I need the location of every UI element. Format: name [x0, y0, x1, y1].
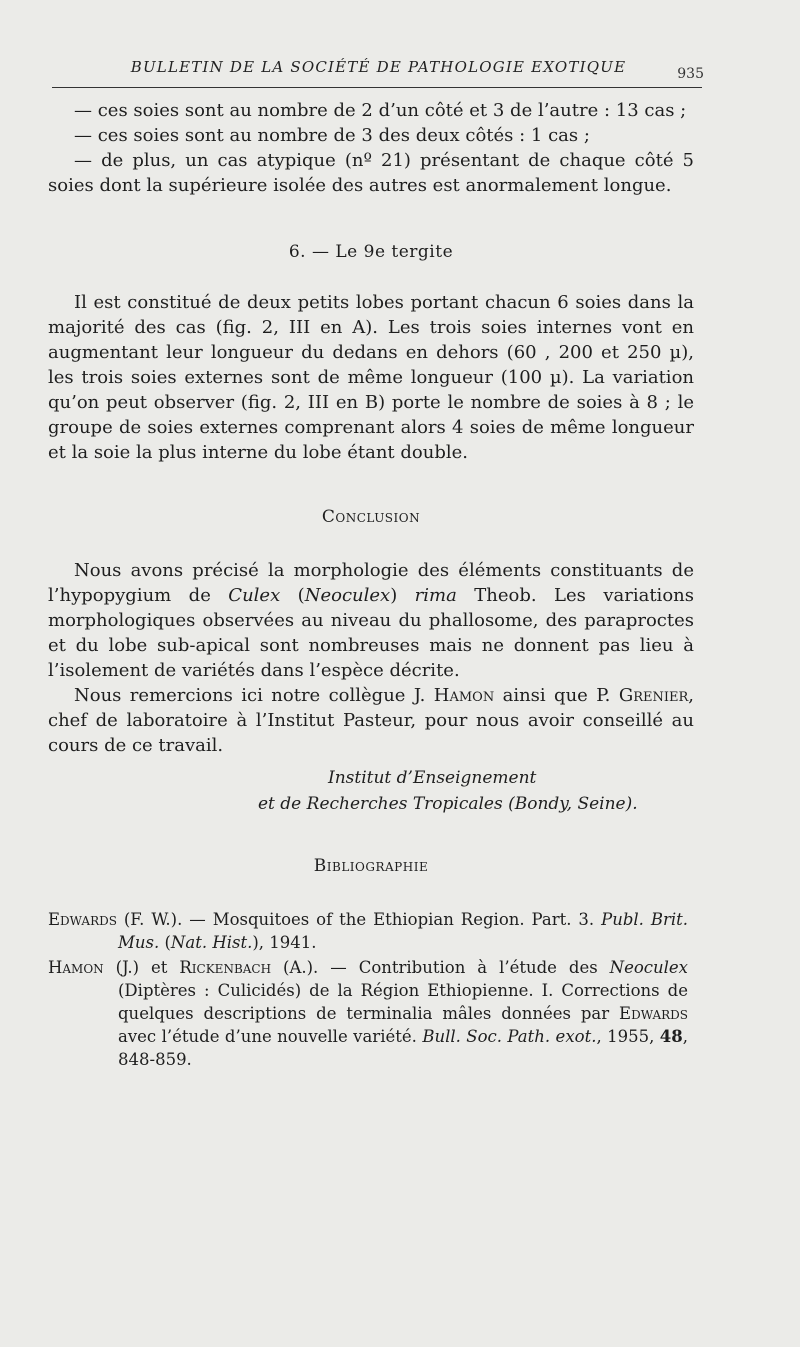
author-edwards: Edwards	[48, 910, 117, 929]
journal-series: Nat. Hist.	[170, 933, 253, 952]
text-run: avec l’étude d’une nouvelle variété.	[118, 1027, 423, 1046]
author-edwards: Edwards	[619, 1004, 688, 1023]
conclusion-body	[48, 558, 694, 758]
section-heading-text: 6. — Le 9e tergite	[288, 242, 454, 262]
paragraph	[48, 558, 694, 683]
bibliography-list	[48, 908, 688, 1073]
text-run: )	[390, 585, 415, 606]
paragraph	[48, 683, 694, 758]
text-run: (F. W.). — Mosquitoes of the Ethiopian Region. Part. 3.	[116, 910, 602, 929]
journal-title: Publ. Brit. Mus.	[118, 910, 688, 952]
conclusion-heading: Conclusion	[321, 507, 421, 527]
journal-title: Bull. Soc. Path. exot.	[422, 1027, 597, 1046]
header-rule	[52, 87, 702, 88]
text-run: , chef de laboratoire à l’Institut Pasteur, pour nous avoir conseillé au cours de ce travail.	[48, 685, 694, 756]
text-run: , 1955,	[596, 1027, 660, 1046]
page-number: 935	[677, 66, 704, 82]
text-run: (	[280, 585, 305, 606]
list-item: — de plus, un cas atypique (nº 21) présentant de chaque côté 5 soies dont la supérieure isolée des autres est anormalement longue.	[48, 150, 694, 196]
taxon-culex: Culex	[228, 585, 281, 606]
taxon-neoculex: Neoculex	[609, 958, 688, 977]
text-run: (Diptères : Culicidés) de la Région Ethiopienne. I. Corrections de quelques descriptions de terminalia mâles données par	[118, 981, 688, 1023]
section-heading-9th-tergite	[48, 242, 694, 262]
bibliography-heading: Bibliographie	[313, 856, 429, 876]
taxon-neoculex: Neoculex	[304, 585, 391, 606]
list-item: — ces soies sont au nombre de 3 des deux côtés : 1 cas ;	[74, 125, 590, 146]
author-rickenbach: Rickenbach	[179, 958, 272, 977]
text-run: ainsi que P.	[494, 685, 619, 706]
text-run: (A.). — Contribution à l’étude des	[271, 958, 610, 977]
bibliography-entry	[48, 956, 688, 1071]
author-hamon: Hamon	[48, 958, 104, 977]
top-list	[48, 98, 694, 198]
running-header: BULLETIN DE LA SOCIÉTÉ DE PATHOLOGIE EXOTIQUE	[130, 58, 627, 76]
text-run: (J.) et	[103, 958, 180, 977]
text-run: , 848-859.	[118, 1027, 689, 1069]
institution-line-2: et de Recherches Tropicales (Bondy, Seine).	[258, 794, 638, 814]
author-hamon: Hamon	[433, 685, 495, 706]
text-run: Nous avons précisé la morphologie des éléments constituants de l’hypopygium de	[48, 560, 694, 606]
text-run: ), 1941.	[252, 933, 317, 952]
paragraph: Il est constitué de deux petits lobes portant chacun 6 soies dans la majorité des cas (fig. 2, III en A). Les trois soies internes vont en augmentant leur longueur du dedans en dehors (60 , 200 et 250 µ), les trois soies externes sont de même longueur (100 µ). La variation qu’on peut observer (fig. 2, III en B) porte le nombre de soies à 8 ; le groupe de soies externes comprenant alors 4 soies de même longueur et la soie la plus interne du lobe étant double.	[48, 292, 694, 463]
section-9th-tergite-body	[48, 290, 694, 465]
institution-line-1: Institut d’Enseignement	[328, 768, 537, 788]
bibliography-entry	[48, 908, 688, 954]
taxon-rima: rima	[414, 585, 457, 606]
author-grenier: Grenier	[618, 685, 689, 706]
volume-number: 48	[659, 1027, 683, 1046]
list-item: — ces soies sont au nombre de 2 d’un côté et 3 de l’autre : 13 cas ;	[74, 100, 687, 121]
text-run: Nous remercions ici notre collègue J.	[74, 685, 434, 706]
text-run: (	[159, 933, 171, 952]
text-run: Theob. Les variations morphologiques observées au niveau du phallosome, des paraproctes et du lobe sub-apical sont nombreuses mais ne donnent pas lieu à l’isolement de variétés dans l’espèce décrite.	[48, 585, 694, 681]
